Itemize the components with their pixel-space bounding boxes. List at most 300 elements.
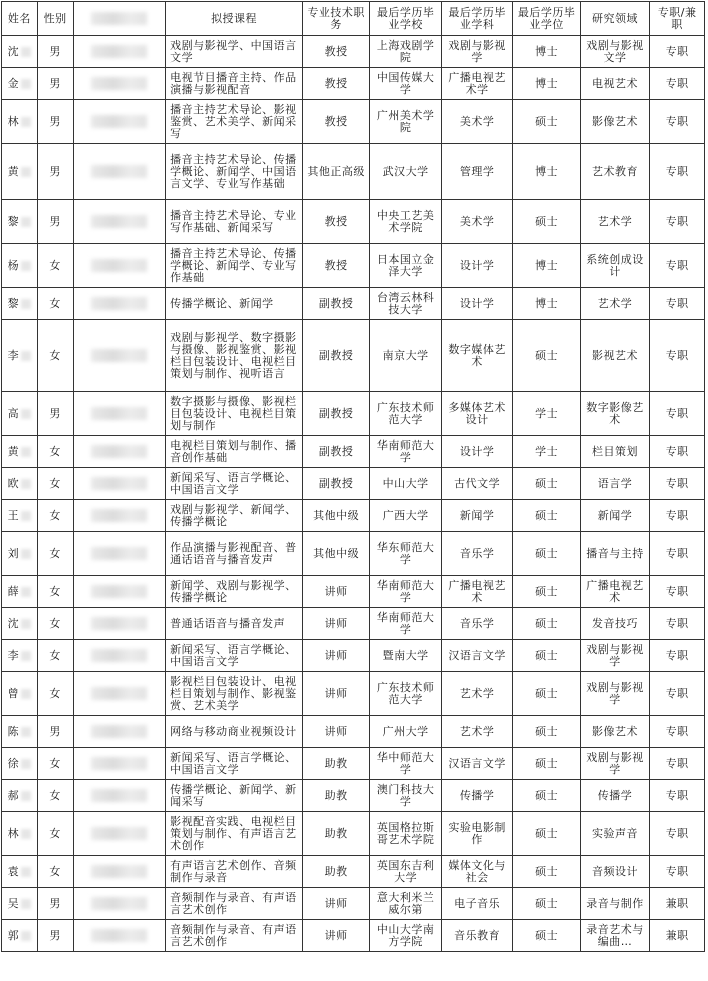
redacted-name xyxy=(21,511,31,521)
blurred-text xyxy=(91,929,147,942)
table-row xyxy=(2,856,705,888)
cell-course: 新闻学、戏剧与影视学、传播学概论 xyxy=(166,576,303,608)
blurred-text xyxy=(91,827,147,840)
cell-name xyxy=(2,36,38,68)
cell-school: 英国东吉利大学 xyxy=(370,856,442,888)
cell-school: 台湾云林科技大学 xyxy=(370,288,442,320)
cell-course: 音频制作与录音、有声语言艺术创作 xyxy=(166,920,303,952)
cell-school: 广州美术学院 xyxy=(370,100,442,144)
cell-type: 专职 xyxy=(650,392,705,436)
surname: 李 xyxy=(7,648,20,662)
cell-degree: 博士 xyxy=(513,68,580,100)
cell-gender: 女 xyxy=(37,608,73,640)
cell-gender: 女 xyxy=(37,672,73,716)
cell-course: 数字摄影与摄像、影视栏目包装设计、电视栏目策划与制作 xyxy=(166,392,303,436)
cell-type: 专职 xyxy=(650,68,705,100)
redacted-name xyxy=(21,79,31,89)
table-row xyxy=(2,780,705,812)
cell-degree: 硕士 xyxy=(513,468,580,500)
blurred-text xyxy=(91,407,147,420)
cell-course: 播音主持艺术导论、传播学概论、新闻学、专业写作基础 xyxy=(166,244,303,288)
table-row xyxy=(2,100,705,144)
cell-name xyxy=(2,716,38,748)
cell-name xyxy=(2,672,38,716)
cell-blurred xyxy=(73,68,166,100)
cell-school: 华东师范大学 xyxy=(370,532,442,576)
cell-name xyxy=(2,200,38,244)
cell-gender: 女 xyxy=(37,640,73,672)
cell-title: 讲师 xyxy=(302,672,369,716)
cell-gender: 男 xyxy=(37,392,73,436)
cell-degree: 硕士 xyxy=(513,888,580,920)
redacted-name xyxy=(21,791,31,801)
cell-field: 实验声音 xyxy=(580,812,649,856)
cell-title: 助教 xyxy=(302,780,369,812)
cell-school: 日本国立金泽大学 xyxy=(370,244,442,288)
cell-name xyxy=(2,100,38,144)
cell-name xyxy=(2,144,38,200)
cell-title: 副教授 xyxy=(302,320,369,392)
cell-discipline: 实验电影制作 xyxy=(441,812,513,856)
cell-degree: 博士 xyxy=(513,36,580,68)
header-row xyxy=(2,2,705,36)
cell-title: 副教授 xyxy=(302,468,369,500)
cell-school: 广东技术师范大学 xyxy=(370,392,442,436)
cell-blurred xyxy=(73,576,166,608)
cell-discipline: 媒体文化与社会 xyxy=(441,856,513,888)
cell-field: 语言学 xyxy=(580,468,649,500)
cell-school: 广东技术师范大学 xyxy=(370,672,442,716)
cell-type: 专职 xyxy=(650,100,705,144)
cell-type: 专职 xyxy=(650,812,705,856)
cell-title: 讲师 xyxy=(302,920,369,952)
surname: 刘 xyxy=(7,546,20,560)
cell-school: 广西大学 xyxy=(370,500,442,532)
cell-course: 新闻采写、语言学概论、中国语言文学 xyxy=(166,640,303,672)
blurred-text xyxy=(91,757,147,770)
cell-course: 电视栏目策划与制作、播音创作基础 xyxy=(166,436,303,468)
cell-blurred xyxy=(73,320,166,392)
cell-blurred xyxy=(73,780,166,812)
cell-field: 系统创成设计 xyxy=(580,244,649,288)
cell-degree: 博士 xyxy=(513,244,580,288)
cell-school: 华南师范大学 xyxy=(370,436,442,468)
redacted-name xyxy=(21,47,31,57)
cell-degree: 硕士 xyxy=(513,200,580,244)
cell-type: 专职 xyxy=(650,500,705,532)
blurred-header-text xyxy=(91,12,147,25)
redacted-name xyxy=(21,587,31,597)
cell-blurred xyxy=(73,500,166,532)
cell-course: 播音主持艺术导论、传播学概论、新闻学、中国语言文学、专业写作基础 xyxy=(166,144,303,200)
surname: 高 xyxy=(7,406,20,420)
surname: 徐 xyxy=(7,756,20,770)
cell-field: 艺术学 xyxy=(580,200,649,244)
cell-field: 发音技巧 xyxy=(580,608,649,640)
cell-discipline: 汉语言文学 xyxy=(441,748,513,780)
redacted-name xyxy=(21,117,31,127)
cell-type: 专职 xyxy=(650,608,705,640)
redacted-name xyxy=(21,447,31,457)
redacted-name xyxy=(21,299,31,309)
cell-discipline: 设计学 xyxy=(441,436,513,468)
cell-blurred xyxy=(73,856,166,888)
cell-type: 专职 xyxy=(650,576,705,608)
header-type: 专职/兼职 xyxy=(650,2,705,36)
cell-discipline: 音乐学 xyxy=(441,532,513,576)
cell-course: 播音主持艺术导论、专业写作基础、新闻采写 xyxy=(166,200,303,244)
cell-blurred xyxy=(73,672,166,716)
cell-type: 专职 xyxy=(650,36,705,68)
cell-name xyxy=(2,888,38,920)
cell-blurred xyxy=(73,748,166,780)
cell-school: 广州大学 xyxy=(370,716,442,748)
cell-title: 教授 xyxy=(302,68,369,100)
cell-discipline: 音乐学 xyxy=(441,608,513,640)
table-row xyxy=(2,812,705,856)
blurred-text xyxy=(91,445,147,458)
cell-name xyxy=(2,748,38,780)
cell-gender: 女 xyxy=(37,500,73,532)
table-row xyxy=(2,640,705,672)
redacted-name xyxy=(21,867,31,877)
blurred-text xyxy=(91,215,147,228)
header-title: 专业技术职务 xyxy=(302,2,369,36)
cell-title: 其他正高级 xyxy=(302,144,369,200)
blurred-text xyxy=(91,865,147,878)
redacted-name xyxy=(21,619,31,629)
cell-degree: 硕士 xyxy=(513,716,580,748)
cell-degree: 硕士 xyxy=(513,672,580,716)
cell-type: 专职 xyxy=(650,716,705,748)
cell-title: 副教授 xyxy=(302,436,369,468)
cell-discipline: 电子音乐 xyxy=(441,888,513,920)
faculty-table-page xyxy=(1,1,707,979)
cell-type: 专职 xyxy=(650,672,705,716)
blurred-text xyxy=(91,297,147,310)
cell-field: 影像艺术 xyxy=(580,716,649,748)
cell-blurred xyxy=(73,920,166,952)
cell-type: 兼职 xyxy=(650,920,705,952)
cell-title: 副教授 xyxy=(302,392,369,436)
redacted-name xyxy=(21,549,31,559)
cell-blurred xyxy=(73,640,166,672)
cell-title: 助教 xyxy=(302,812,369,856)
cell-degree: 硕士 xyxy=(513,576,580,608)
cell-gender: 女 xyxy=(37,812,73,856)
surname: 黄 xyxy=(7,164,20,178)
cell-name xyxy=(2,576,38,608)
cell-name xyxy=(2,608,38,640)
cell-title: 助教 xyxy=(302,856,369,888)
cell-field: 戏剧与影视文学 xyxy=(580,36,649,68)
cell-course: 有声语言艺术创作、音频制作与录音 xyxy=(166,856,303,888)
cell-title: 教授 xyxy=(302,100,369,144)
cell-degree: 硕士 xyxy=(513,608,580,640)
surname: 林 xyxy=(7,114,20,128)
cell-type: 专职 xyxy=(650,780,705,812)
table-row xyxy=(2,36,705,68)
cell-course: 影视栏目包装设计、电视栏目策划与制作、影视鉴赏、艺术美学 xyxy=(166,672,303,716)
surname: 欧 xyxy=(7,476,20,490)
cell-degree: 硕士 xyxy=(513,812,580,856)
cell-blurred xyxy=(73,532,166,576)
cell-discipline: 数字媒体艺术 xyxy=(441,320,513,392)
cell-gender: 男 xyxy=(37,100,73,144)
cell-field: 栏目策划 xyxy=(580,436,649,468)
cell-school: 上海戏剧学院 xyxy=(370,36,442,68)
cell-name xyxy=(2,856,38,888)
surname: 郭 xyxy=(7,928,20,942)
table-row xyxy=(2,532,705,576)
blurred-text xyxy=(91,509,147,522)
cell-title: 其他中级 xyxy=(302,500,369,532)
cell-school: 澳门科技大学 xyxy=(370,780,442,812)
cell-field: 影视艺术 xyxy=(580,320,649,392)
cell-degree: 学士 xyxy=(513,392,580,436)
cell-gender: 女 xyxy=(37,468,73,500)
blurred-text xyxy=(91,585,147,598)
cell-school: 中山大学南方学院 xyxy=(370,920,442,952)
cell-course: 音频制作与录音、有声语言艺术创作 xyxy=(166,888,303,920)
cell-type: 专职 xyxy=(650,856,705,888)
cell-course: 传播学概论、新闻学 xyxy=(166,288,303,320)
cell-discipline: 艺术学 xyxy=(441,672,513,716)
blurred-text xyxy=(91,789,147,802)
cell-field: 影像艺术 xyxy=(580,100,649,144)
surname: 袁 xyxy=(7,864,20,878)
cell-discipline: 美术学 xyxy=(441,200,513,244)
surname: 黎 xyxy=(7,296,20,310)
cell-title: 教授 xyxy=(302,200,369,244)
cell-type: 专职 xyxy=(650,436,705,468)
blurred-text xyxy=(91,649,147,662)
cell-field: 戏剧与影视学 xyxy=(580,640,649,672)
surname: 杨 xyxy=(7,258,20,272)
header-gender: 性别 xyxy=(37,2,73,36)
cell-title: 讲师 xyxy=(302,888,369,920)
cell-degree: 硕士 xyxy=(513,780,580,812)
surname: 陈 xyxy=(7,724,20,738)
cell-field: 新闻学 xyxy=(580,500,649,532)
cell-course: 戏剧与影视学、数字摄影与摄像、影视鉴赏、影视栏目包装设计、电视栏目策划与制作、视听语言 xyxy=(166,320,303,392)
cell-field: 艺术教育 xyxy=(580,144,649,200)
cell-degree: 博士 xyxy=(513,144,580,200)
redacted-name xyxy=(21,829,31,839)
cell-school: 暨南大学 xyxy=(370,640,442,672)
cell-discipline: 传播学 xyxy=(441,780,513,812)
cell-gender: 女 xyxy=(37,532,73,576)
cell-field: 播音与主持 xyxy=(580,532,649,576)
cell-course: 作品演播与影视配音、普通话语音与播音发声 xyxy=(166,532,303,576)
cell-discipline: 音乐教育 xyxy=(441,920,513,952)
cell-blurred xyxy=(73,608,166,640)
surname: 曾 xyxy=(7,686,20,700)
cell-type: 专职 xyxy=(650,320,705,392)
cell-title: 讲师 xyxy=(302,640,369,672)
cell-title: 教授 xyxy=(302,36,369,68)
cell-course: 普通话语音与播音发声 xyxy=(166,608,303,640)
blurred-text xyxy=(91,77,147,90)
cell-course: 传播学概论、新闻学、新闻采写 xyxy=(166,780,303,812)
faculty-table xyxy=(1,1,705,952)
redacted-name xyxy=(21,899,31,909)
cell-gender: 男 xyxy=(37,144,73,200)
cell-school: 中央工艺美术学院 xyxy=(370,200,442,244)
table-row xyxy=(2,436,705,468)
blurred-text xyxy=(91,547,147,560)
cell-course: 电视节目播音主持、作品演播与影视配音 xyxy=(166,68,303,100)
table-row xyxy=(2,672,705,716)
surname: 林 xyxy=(7,826,20,840)
cell-degree: 硕士 xyxy=(513,640,580,672)
cell-type: 专职 xyxy=(650,468,705,500)
cell-discipline: 广播电视艺术 xyxy=(441,576,513,608)
cell-discipline: 设计学 xyxy=(441,244,513,288)
cell-name xyxy=(2,532,38,576)
table-row xyxy=(2,320,705,392)
redacted-name xyxy=(21,689,31,699)
cell-degree: 硕士 xyxy=(513,100,580,144)
cell-name xyxy=(2,288,38,320)
cell-title: 讲师 xyxy=(302,608,369,640)
cell-blurred xyxy=(73,200,166,244)
cell-blurred xyxy=(73,288,166,320)
redacted-name xyxy=(21,651,31,661)
header-school: 最后学历毕业学校 xyxy=(370,2,442,36)
redacted-name xyxy=(21,727,31,737)
cell-discipline: 管理学 xyxy=(441,144,513,200)
cell-title: 教授 xyxy=(302,244,369,288)
cell-discipline: 新闻学 xyxy=(441,500,513,532)
cell-course: 播音主持艺术导论、影视鉴赏、艺术美学、新闻采写 xyxy=(166,100,303,144)
blurred-text xyxy=(91,617,147,630)
cell-discipline: 艺术学 xyxy=(441,716,513,748)
table-row xyxy=(2,144,705,200)
blurred-text xyxy=(91,45,147,58)
header-discipline: 最后学历毕业学科 xyxy=(441,2,513,36)
cell-gender: 女 xyxy=(37,436,73,468)
cell-degree: 硕士 xyxy=(513,500,580,532)
cell-title: 讲师 xyxy=(302,576,369,608)
redacted-name xyxy=(21,351,31,361)
cell-discipline: 设计学 xyxy=(441,288,513,320)
cell-name xyxy=(2,468,38,500)
surname: 沈 xyxy=(7,44,20,58)
cell-name xyxy=(2,68,38,100)
cell-school: 南京大学 xyxy=(370,320,442,392)
redacted-name xyxy=(21,167,31,177)
cell-course: 戏剧与影视学、新闻学、传播学概论 xyxy=(166,500,303,532)
cell-degree: 硕士 xyxy=(513,920,580,952)
cell-school: 英国格拉斯哥艺术学院 xyxy=(370,812,442,856)
cell-blurred xyxy=(73,244,166,288)
cell-gender: 女 xyxy=(37,780,73,812)
cell-field: 录音与制作 xyxy=(580,888,649,920)
cell-gender: 男 xyxy=(37,716,73,748)
cell-name xyxy=(2,812,38,856)
cell-blurred xyxy=(73,100,166,144)
cell-discipline: 戏剧与影视学 xyxy=(441,36,513,68)
cell-discipline: 美术学 xyxy=(441,100,513,144)
cell-course: 影视配音实践、电视栏目策划与制作、有声语言艺术创作 xyxy=(166,812,303,856)
header-field: 研究领域 xyxy=(580,2,649,36)
table-row xyxy=(2,920,705,952)
table-row xyxy=(2,500,705,532)
redacted-name xyxy=(21,217,31,227)
table-row xyxy=(2,748,705,780)
header-name: 姓名 xyxy=(2,2,38,36)
cell-discipline: 多媒体艺术设计 xyxy=(441,392,513,436)
cell-blurred xyxy=(73,888,166,920)
cell-school: 中国传媒大学 xyxy=(370,68,442,100)
cell-type: 专职 xyxy=(650,748,705,780)
cell-gender: 男 xyxy=(37,36,73,68)
cell-gender: 男 xyxy=(37,200,73,244)
cell-title: 副教授 xyxy=(302,288,369,320)
header-degree: 最后学历毕业学位 xyxy=(513,2,580,36)
cell-type: 专职 xyxy=(650,532,705,576)
cell-school: 华中师范大学 xyxy=(370,748,442,780)
cell-degree: 硕士 xyxy=(513,532,580,576)
cell-field: 录音艺术与编曲… xyxy=(580,920,649,952)
cell-discipline: 古代文学 xyxy=(441,468,513,500)
surname: 黄 xyxy=(7,444,20,458)
surname: 金 xyxy=(7,76,20,90)
cell-title: 助教 xyxy=(302,748,369,780)
cell-gender: 女 xyxy=(37,320,73,392)
cell-title: 其他中级 xyxy=(302,532,369,576)
cell-gender: 男 xyxy=(37,888,73,920)
blurred-text xyxy=(91,259,147,272)
table-row xyxy=(2,200,705,244)
cell-course: 新闻采写、语言学概论、中国语言文学 xyxy=(166,468,303,500)
surname: 沈 xyxy=(7,616,20,630)
table-row xyxy=(2,716,705,748)
cell-type: 专职 xyxy=(650,244,705,288)
cell-gender: 女 xyxy=(37,576,73,608)
cell-school: 中山大学 xyxy=(370,468,442,500)
cell-field: 广播电视艺术 xyxy=(580,576,649,608)
cell-discipline: 广播电视艺术学 xyxy=(441,68,513,100)
cell-course: 新闻采写、语言学概论、中国语言文学 xyxy=(166,748,303,780)
redacted-name xyxy=(21,479,31,489)
surname: 郝 xyxy=(7,788,20,802)
cell-gender: 女 xyxy=(37,288,73,320)
cell-type: 兼职 xyxy=(650,888,705,920)
cell-gender: 女 xyxy=(37,244,73,288)
cell-name xyxy=(2,244,38,288)
cell-field: 数字影像艺术 xyxy=(580,392,649,436)
cell-blurred xyxy=(73,36,166,68)
blurred-text xyxy=(91,349,147,362)
cell-blurred xyxy=(73,716,166,748)
blurred-text xyxy=(91,165,147,178)
blurred-text xyxy=(91,687,147,700)
table-row xyxy=(2,888,705,920)
blurred-text xyxy=(91,115,147,128)
cell-name xyxy=(2,780,38,812)
cell-name xyxy=(2,436,38,468)
blurred-text xyxy=(91,897,147,910)
redacted-name xyxy=(21,759,31,769)
table-row xyxy=(2,68,705,100)
blurred-text xyxy=(91,725,147,738)
cell-name xyxy=(2,392,38,436)
surname: 黎 xyxy=(7,214,20,228)
cell-name xyxy=(2,320,38,392)
cell-school: 华南师范大学 xyxy=(370,576,442,608)
